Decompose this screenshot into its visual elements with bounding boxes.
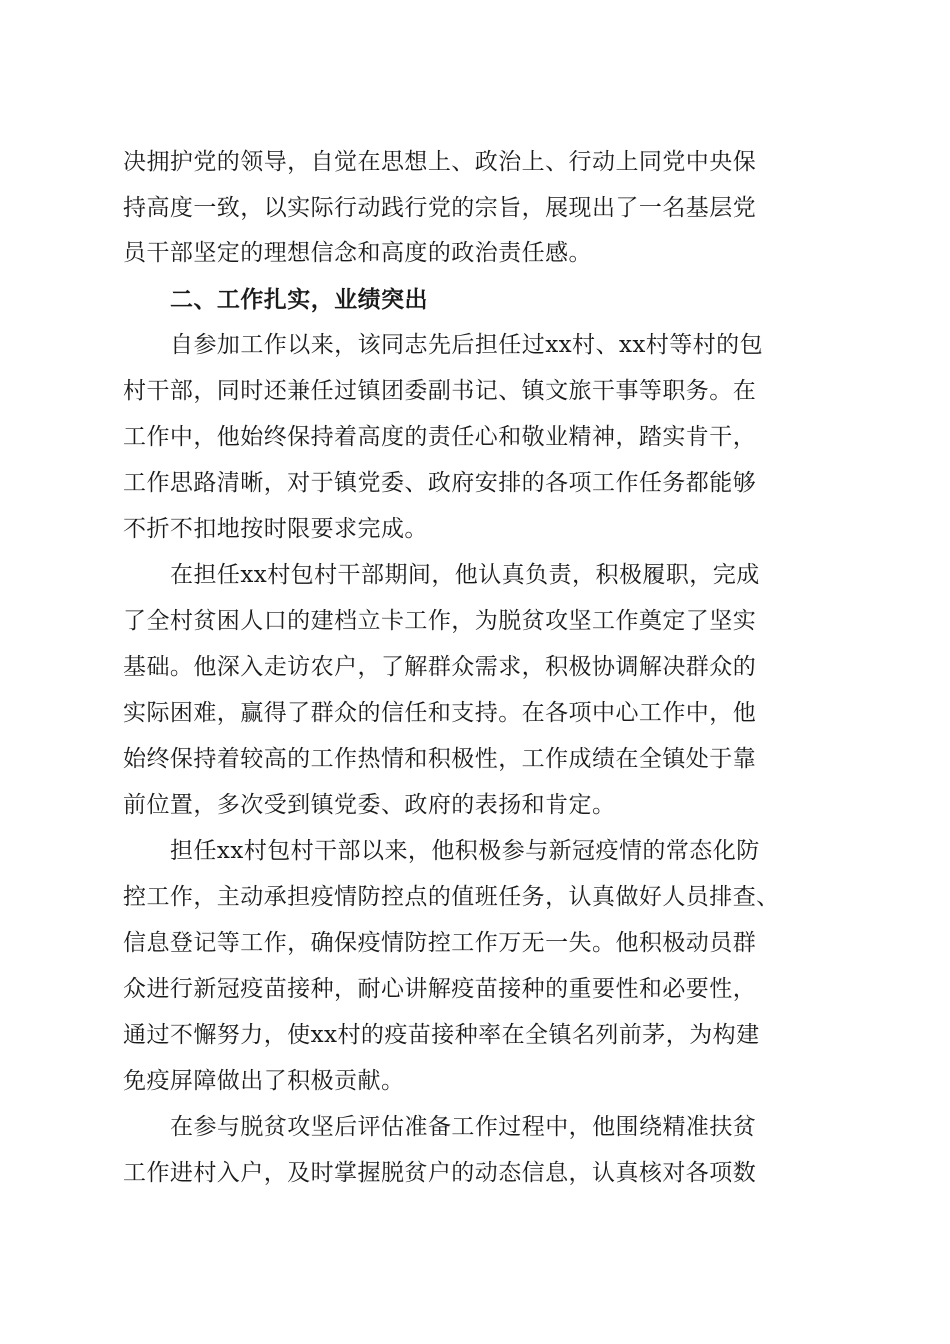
- paragraph-first-line: 在担任xx村包村干部期间，他认真负责，积极履职，完成: [170, 562, 760, 588]
- text-line: 始终保持着较高的工作热情和积极性，工作成绩在全镇处于靠: [123, 746, 757, 772]
- text-line: 信息登记等工作，确保疫情防控工作万无一失。他积极动员群: [123, 930, 757, 956]
- text-line: 村干部，同时还兼任过镇团委副书记、镇文旅干事等职务。在: [123, 378, 757, 404]
- text-line: 不折不扣地按时限要求完成。: [123, 516, 428, 542]
- text-line: 工作中，他始终保持着高度的责任心和敬业精神，踏实肯干，: [123, 424, 757, 450]
- text-line: 工作进村入户，及时掌握脱贫户的动态信息，认真核对各项数: [123, 1160, 757, 1186]
- text-line: 前位置，多次受到镇党委、政府的表扬和肯定。: [123, 792, 616, 818]
- paragraph-first-line: 担任xx村包村干部以来，他积极参与新冠疫情的常态化防: [170, 838, 760, 864]
- section-heading: 二、工作扎实，业绩突出: [170, 287, 428, 313]
- text-line: 免疫屏障做出了积极贡献。: [123, 1068, 405, 1094]
- text-line: 控工作，主动承担疫情防控点的值班任务，认真做好人员排查、: [123, 884, 780, 910]
- paragraph-first-line: 自参加工作以来，该同志先后担任过xx村、xx村等村的包: [170, 332, 764, 358]
- text-line: 实际困难，赢得了群众的信任和支持。在各项中心工作中，他: [123, 700, 757, 726]
- text-line: 员干部坚定的理想信念和高度的政治责任感。: [123, 240, 592, 266]
- text-line: 通过不懈努力，使xx村的疫苗接种率在全镇名列前茅，为构建: [123, 1022, 760, 1048]
- text-line: 决拥护党的领导，自觉在思想上、政治上、行动上同党中央保: [123, 149, 757, 175]
- text-line: 工作思路清晰，对于镇党委、政府安排的各项工作任务都能够: [123, 470, 757, 496]
- text-line: 持高度一致，以实际行动践行党的宗旨，展现出了一名基层党: [123, 195, 757, 221]
- text-line: 基础。他深入走访农户，了解群众需求，积极协调解决群众的: [123, 654, 757, 680]
- paragraph-first-line: 在参与脱贫攻坚后评估准备工作过程中，他围绕精准扶贫: [170, 1114, 757, 1140]
- text-line: 众进行新冠疫苗接种，耐心讲解疫苗接种的重要性和必要性，: [123, 976, 757, 1002]
- text-line: 了全村贫困人口的建档立卡工作，为脱贫攻坚工作奠定了坚实: [123, 608, 757, 634]
